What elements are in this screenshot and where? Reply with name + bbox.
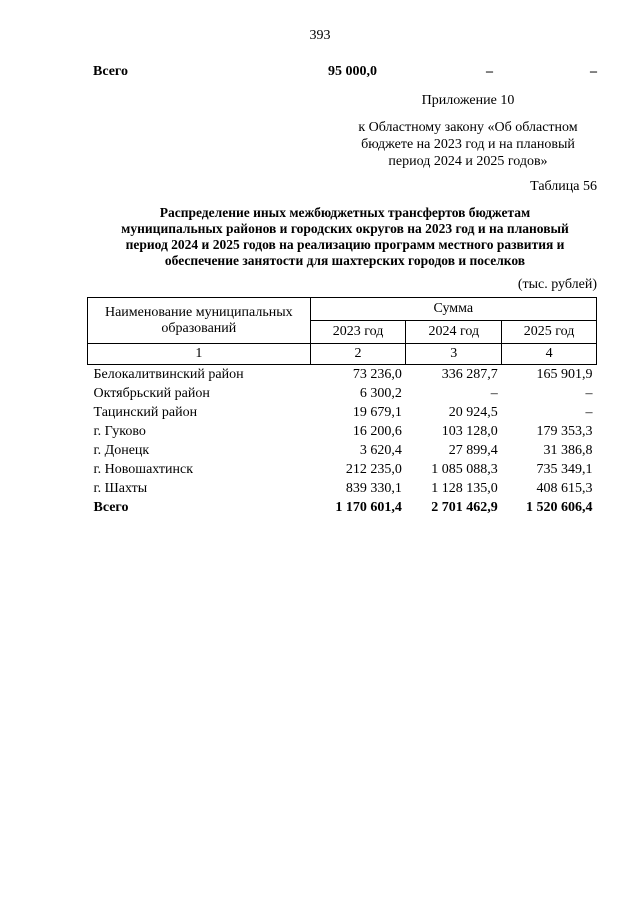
header-year-2024: 2024 год bbox=[406, 321, 502, 344]
total-2024: 2 701 462,9 bbox=[431, 500, 498, 515]
appendix-ref-line: период 2024 и 2025 годов» bbox=[388, 154, 548, 169]
total-2023: 1 170 601,4 bbox=[335, 500, 402, 515]
row-name: Октябрьский район bbox=[93, 386, 210, 401]
appendix-title: Приложение 10 bbox=[421, 93, 515, 108]
row-name: г. Шахты bbox=[93, 481, 148, 496]
previous-total-2023: 95 000,0 bbox=[328, 64, 377, 79]
column-number: 3 bbox=[406, 344, 502, 365]
appendix-block bbox=[338, 93, 598, 170]
previous-total-label: Всего bbox=[93, 64, 128, 79]
column-number: 1 bbox=[88, 344, 311, 365]
row-2025: 179 353,3 bbox=[536, 424, 593, 439]
row-2023: 6 300,2 bbox=[359, 386, 402, 401]
row-2024: 336 287,7 bbox=[441, 367, 498, 382]
heading-line: обеспечение занятости для шахтерских городов и поселков bbox=[164, 253, 526, 268]
row-2024: 20 924,5 bbox=[448, 405, 498, 420]
header-year-2023: 2023 год bbox=[310, 321, 406, 344]
previous-table-total-row bbox=[93, 64, 597, 82]
table-row bbox=[88, 384, 597, 403]
table-number: Таблица 56 bbox=[530, 179, 597, 194]
transfers-table bbox=[87, 297, 597, 517]
row-name: г. Гуково bbox=[93, 424, 146, 439]
header-name-line: Наименование муниципальных bbox=[104, 304, 293, 320]
table-row bbox=[88, 441, 597, 460]
row-2023: 19 679,1 bbox=[352, 405, 402, 420]
header-year-2025: 2025 год bbox=[502, 321, 597, 344]
row-name: Белокалитвинский район bbox=[93, 367, 244, 382]
row-2025: – bbox=[585, 405, 593, 420]
row-2023: 3 620,4 bbox=[359, 443, 402, 458]
row-name: Тацинский район bbox=[93, 405, 198, 420]
header-name-line: образований bbox=[161, 320, 237, 336]
appendix-ref-line: к Областному закону «Об областном bbox=[358, 120, 578, 135]
row-2023: 839 330,1 bbox=[345, 481, 402, 496]
row-2025: 408 615,3 bbox=[536, 481, 593, 496]
page-number: 393 bbox=[309, 28, 331, 43]
column-number: 2 bbox=[310, 344, 406, 365]
row-2025: 165 901,9 bbox=[536, 367, 593, 382]
row-2023: 73 236,0 bbox=[352, 367, 402, 382]
row-2024: 1 085 088,3 bbox=[431, 462, 498, 477]
table-row bbox=[88, 479, 597, 498]
heading-line: период 2024 и 2025 годов на реализацию программ местного развития и bbox=[125, 237, 565, 252]
row-2023: 212 235,0 bbox=[345, 462, 402, 477]
total-label: Всего bbox=[93, 500, 129, 515]
appendix-ref-line: бюджете на 2023 год и на плановый bbox=[361, 137, 575, 152]
row-2024: 27 899,4 bbox=[448, 443, 498, 458]
appendix-reference bbox=[338, 119, 598, 170]
row-2025: – bbox=[585, 386, 593, 401]
table-heading bbox=[93, 205, 597, 269]
table-total-row bbox=[88, 498, 597, 517]
previous-total-2025: – bbox=[590, 64, 597, 79]
row-2023: 16 200,6 bbox=[352, 424, 402, 439]
row-2024: 103 128,0 bbox=[441, 424, 498, 439]
total-2025: 1 520 606,4 bbox=[526, 500, 593, 515]
row-name: г. Донецк bbox=[93, 443, 150, 458]
row-name: г. Новошахтинск bbox=[93, 462, 194, 477]
row-2025: 735 349,1 bbox=[536, 462, 593, 477]
column-number: 4 bbox=[502, 344, 597, 365]
row-2024: 1 128 135,0 bbox=[431, 481, 498, 496]
table-row bbox=[88, 460, 597, 479]
table-row bbox=[88, 403, 597, 422]
heading-line: муниципальных районов и городских округов на 2023 год и на плановый bbox=[121, 221, 569, 236]
header-municipality bbox=[88, 298, 311, 344]
units-label: (тыс. рублей) bbox=[517, 277, 597, 292]
row-2024: – bbox=[490, 386, 498, 401]
previous-total-2024: – bbox=[486, 64, 493, 79]
row-2025: 31 386,8 bbox=[543, 443, 593, 458]
heading-line: Распределение иных межбюджетных трансфертов бюджетам bbox=[159, 205, 531, 220]
header-sum: Сумма bbox=[310, 298, 596, 321]
table-row bbox=[88, 365, 597, 385]
table-row bbox=[88, 422, 597, 441]
